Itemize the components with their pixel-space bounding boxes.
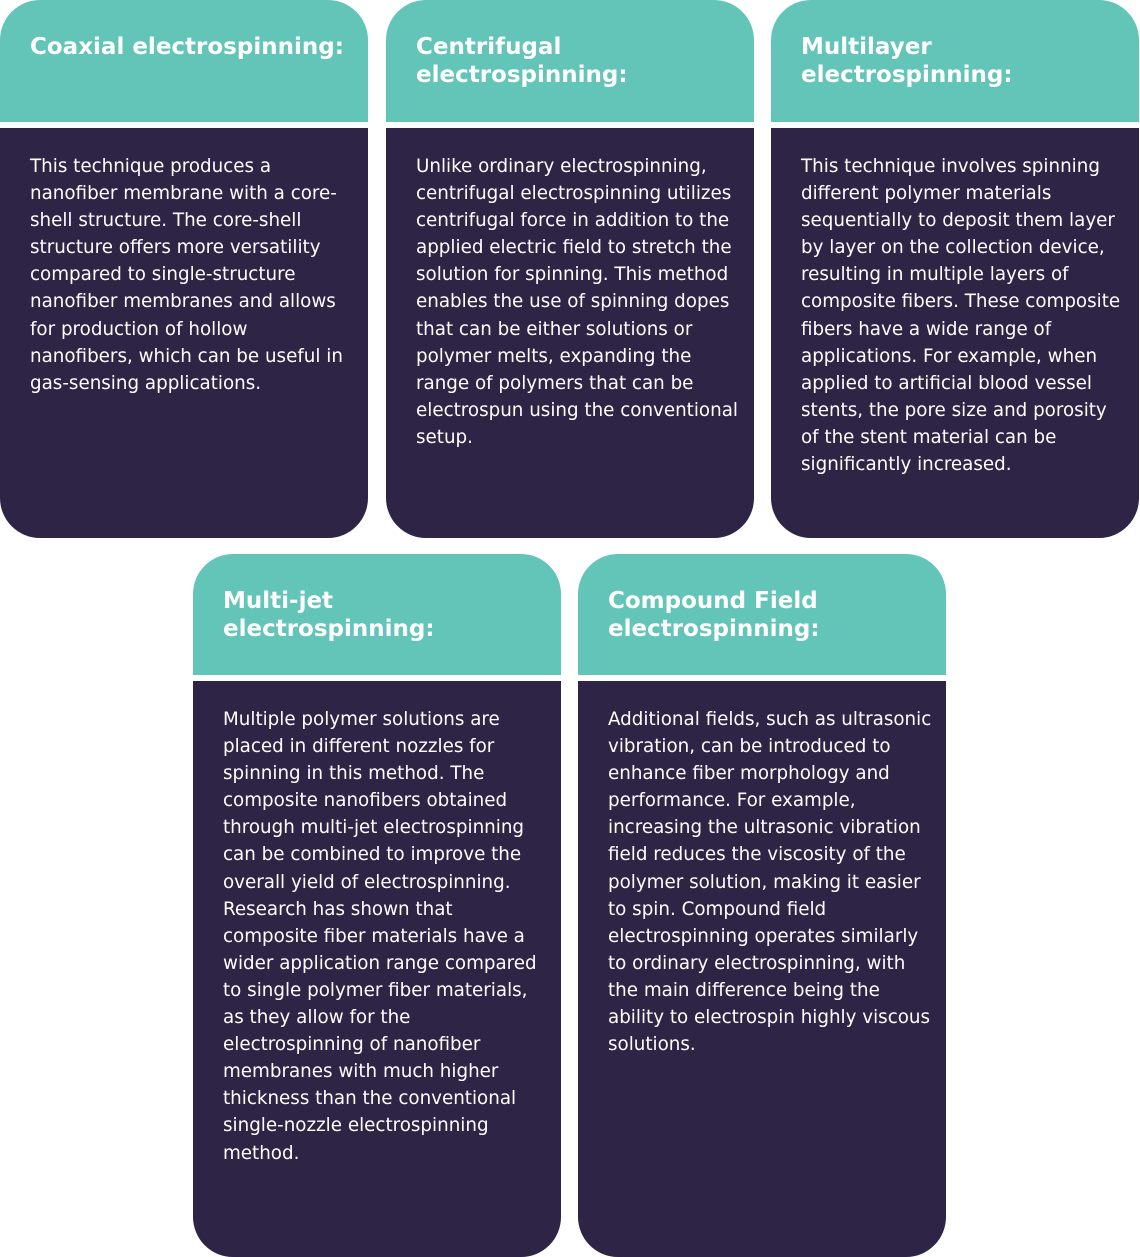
card-description: Additional fields, such as ultrasonic vibration, can be introduced to enhance fiber morphology and performance. For example, increasing the ultrasonic vibration field reduces the viscosity of the polymer solution, making it easier to spin. Compound field electrospinning operates similarly to ordinary electrospinning, with the main difference being the ability to electrospin highly viscous solutions. [608, 709, 932, 1056]
card-description: This technique involves spinning different polymer materials sequentially to deposit them layer by layer on the collection device, resulting in multiple layers of composite fibers. These composite fibers have a wide range of applications. For example, when applied to artificial blood vessel stents, the pore size and porosity of the stent material can be significantly increased. [801, 156, 1121, 476]
card-header [193, 554, 561, 675]
card-description: This technique produces a nanofiber membrane with a core-shell structure. The core-shell structure offers more versatility compared to single-structure nanofiber membranes and allows for production of hollow nanofibers, which can be useful in gas-sensing applications. [30, 156, 343, 394]
card-title: Multilayer electrospinning: [801, 34, 1013, 88]
card-header [771, 0, 1139, 122]
card-compound-field-electrospinning [578, 554, 946, 1257]
card-body [771, 128, 1139, 538]
card-coaxial-electrospinning [0, 0, 368, 538]
card-title: Multi-jet electrospinning: [223, 588, 435, 642]
card-body [0, 128, 368, 538]
card-description: Multiple polymer solutions are placed in different nozzles for spinning in this method. The composite nanofibers obtained through multi-jet electrospinning can be combined to improve the overall yield of electrospinning. Research has shown that composite fiber materials have a wider application range compared to single polymer fiber materials, as they allow for the electrospinning of nanofiber membranes with much higher thickness than the conventional single-nozzle electrospinning method. [223, 709, 537, 1164]
card-multi-jet-electrospinning [193, 554, 561, 1257]
card-body [386, 128, 754, 538]
card-header [0, 0, 368, 122]
card-description: Unlike ordinary electrospinning, centrifugal electrospinning utilizes centrifugal force in addition to the applied electric field to stretch the solution for spinning. This method enables the use of spinning dopes that can be either solutions or polymer melts, expanding the range of polymers that can be electrospun using the conventional setup. [416, 156, 738, 448]
card-title: Compound Field electrospinning: [608, 588, 820, 642]
card-title: Centrifugal electrospinning: [416, 34, 628, 88]
card-body [578, 681, 946, 1257]
card-centrifugal-electrospinning [386, 0, 754, 538]
card-header [578, 554, 946, 675]
card-body [193, 681, 561, 1257]
card-multilayer-electrospinning [771, 0, 1139, 538]
card-title: Coaxial electrospinning: [30, 34, 344, 60]
card-header [386, 0, 754, 122]
